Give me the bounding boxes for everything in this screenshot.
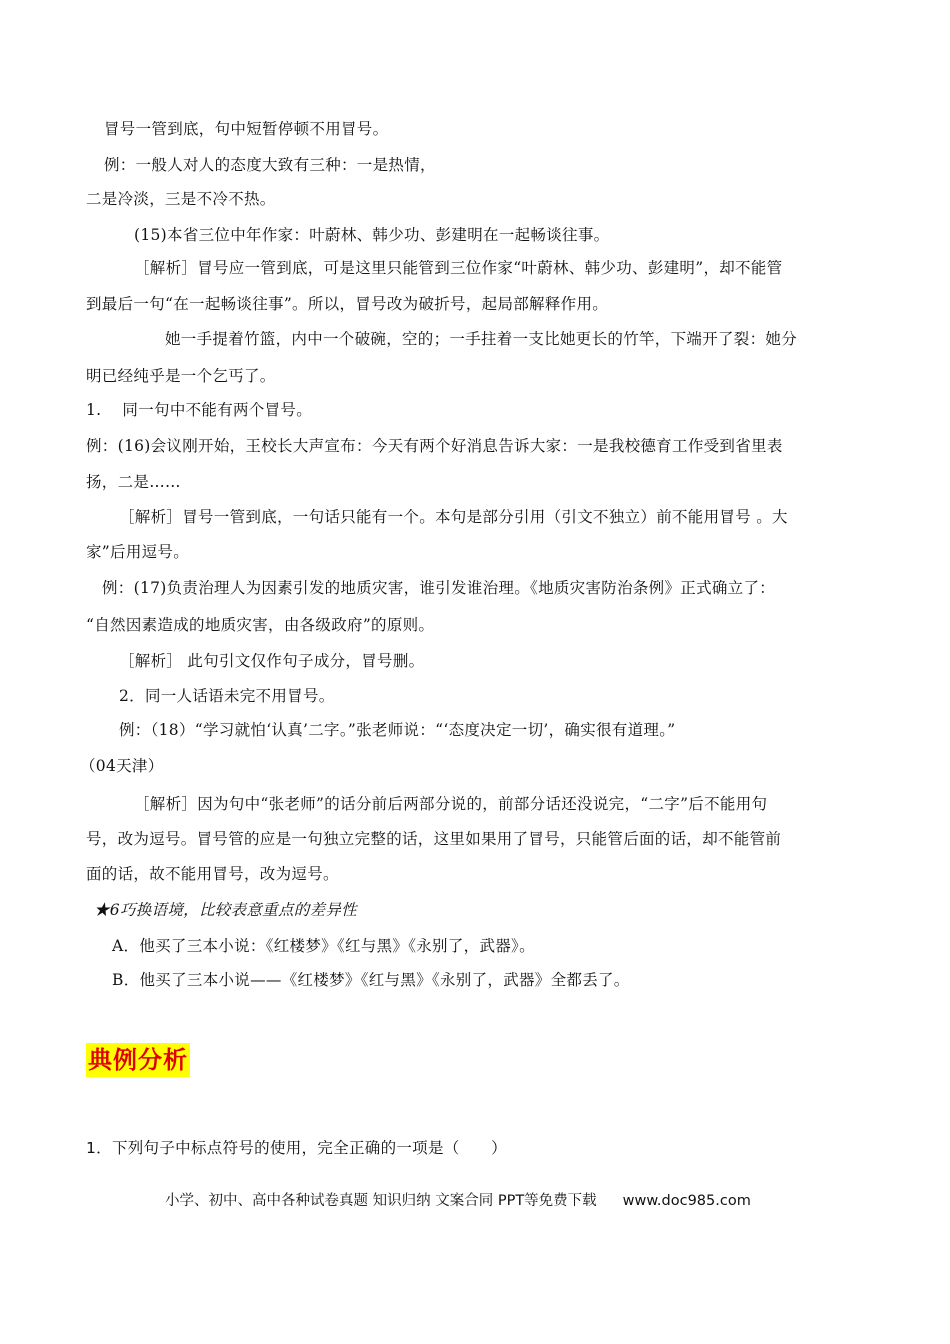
question-1: 1．下列句子中标点符号的使用，完全正确的一项是（ ） [86, 1139, 507, 1157]
text-line: 冒号一管到底，句中短暂停顿不用冒号。 [104, 120, 389, 138]
option-a: A．他买了三本小说：《红楼梦》《红与黑》《永别了，武器》。 [112, 937, 535, 955]
text-line: 她一手提着竹篮，内中一个破碗，空的；一手拄着一支比她更长的竹竿，下端开了裂：她分 [165, 330, 798, 348]
text-line: 1. 同一句中不能有两个冒号。 [86, 401, 313, 419]
text-line: 面的话，故不能用冒号，改为逗号。 [86, 865, 339, 883]
text-line: 二是冷淡，三是不冷不热。 [86, 190, 276, 208]
text-line: 例：(16)会议刚开始，王校长大声宣布：今天有两个好消息告诉大家：一是我校德育工作受到省里表 [86, 437, 783, 455]
text-line: ［解析］冒号应一管到底，可是这里只能管到三位作家“叶蔚林、韩少功、彭建明”，却不能管 [134, 259, 783, 277]
page-footer [165, 1191, 751, 1211]
text-line: 扬，二是…… [86, 473, 181, 491]
section-heading: 典例分析 [86, 1043, 190, 1077]
text-line: 明已经纯乎是一个乞丐了。 [86, 367, 276, 385]
text-line: 例：（18）“学习就怕‘认真’二字。”张老师说：“‘态度决定一切’，确实很有道理。” [119, 721, 676, 739]
text-line: ［解析］冒号一管到底，一句话只能有一个。本句是部分引用（引文不独立）前不能用冒号 。大 [119, 508, 788, 526]
text-line: 到最后一句“在一起畅谈往事”。所以，冒号改为破折号，起局部解释作用。 [86, 295, 609, 313]
text-line: ［解析］因为句中“张老师”的话分前后两部分说的，前部分话还没说完，“二字”后不能用句 [134, 795, 768, 813]
text-line: 例：(17)负责治理人为因素引发的地质灾害，谁引发谁治理。《地质灾害防治条例》正式确立了： [102, 579, 776, 597]
footer-text: 小学、初中、高中各种试卷真题 知识归纳 文案合同 PPT等免费下载 [165, 1193, 597, 1209]
text-line: （04天津） [80, 757, 164, 775]
text-line: ［解析］ 此句引文仅作句子成分，冒号删。 [119, 652, 425, 670]
text-line: 号，改为逗号。冒号管的应是一句独立完整的话，这里如果用了冒号，只能管后面的话，却不能管前 [86, 830, 782, 848]
text-line: “自然因素造成的地质灾害，由各级政府”的原则。 [86, 616, 435, 634]
text-line: (15)本省三位中年作家：叶蔚林、韩少功、彭建明在一起畅谈往事。 [134, 226, 610, 244]
footer-url[interactable]: www.doc985.com [622, 1193, 751, 1209]
text-line: 例：一般人对人的态度大致有三种：一是热情， [104, 156, 436, 174]
subheading: ★6巧换语境，比较表意重点的差异性 [94, 901, 357, 919]
text-line: 2．同一人话语未完不用冒号。 [119, 687, 335, 705]
text-line: 家”后用逗号。 [86, 543, 190, 561]
option-b: B．他买了三本小说——《红楼梦》《红与黑》《永别了，武器》全都丢了。 [112, 971, 630, 989]
